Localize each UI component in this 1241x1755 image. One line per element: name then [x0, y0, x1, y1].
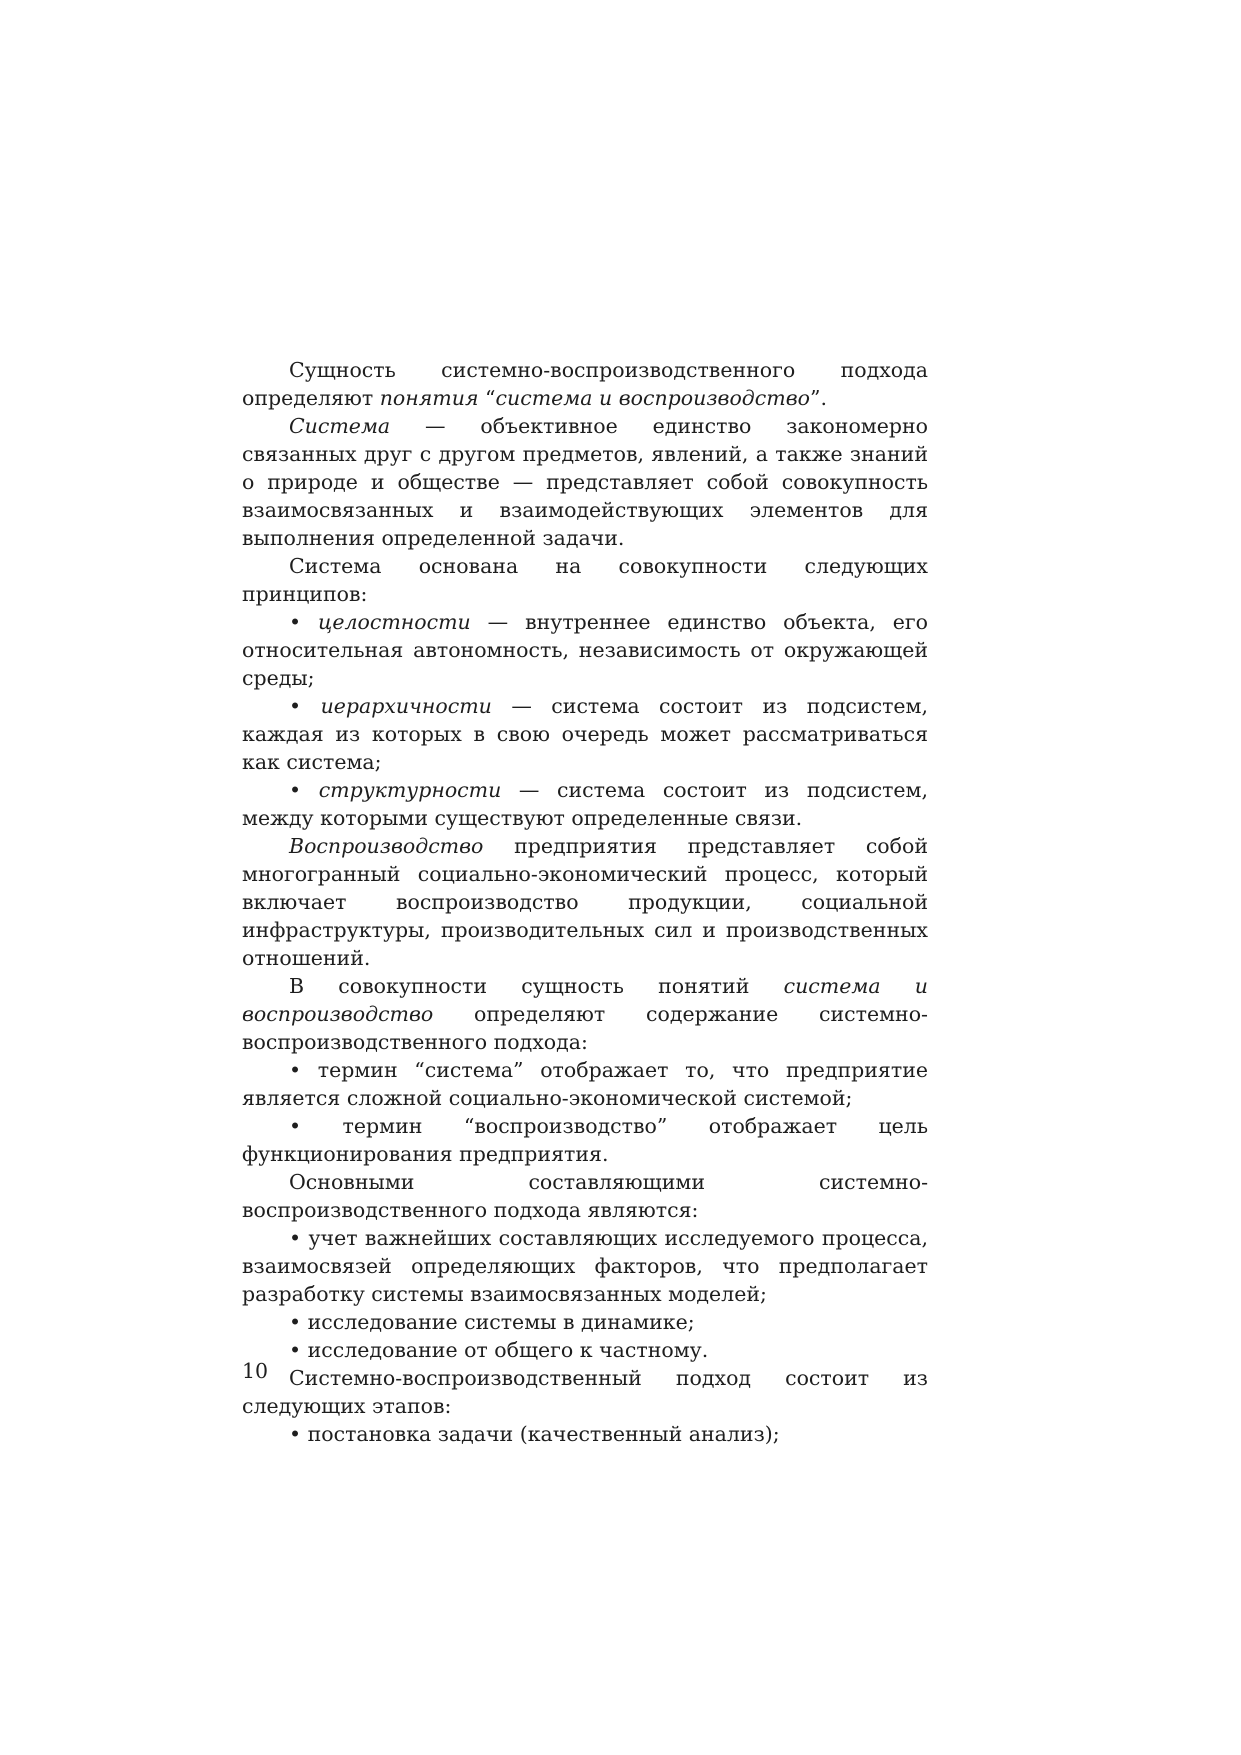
- emphasized-term: система и воспроизводство: [242, 974, 928, 1026]
- page-number: 10: [242, 1359, 269, 1383]
- text-run: • исследование системы в динамике;: [289, 1310, 695, 1334]
- text-run: •: [289, 694, 321, 718]
- list-item: [242, 1308, 928, 1336]
- emphasized-term: Система: [289, 414, 391, 438]
- text-run: •: [289, 610, 319, 634]
- emphasized-term: иерархичности: [320, 694, 492, 718]
- text-run: •: [289, 778, 319, 802]
- text-run: — объективное единство закономерно связанных друг с другом предметов, явлений, а также знаний о природе и обществе — представляет собой совокупность взаимосвязанных и взаимодействующих элементов для выполнения определенной задачи.: [242, 414, 928, 550]
- text-run: Сущность системно-воспроизводственного подхода определяют: [242, 358, 928, 410]
- text-run: • исследование от общего к частному.: [289, 1338, 709, 1362]
- text-run: • термин “система” отображает то, что предприятие является сложной социально-экономической системой;: [242, 1058, 928, 1110]
- text-run: • термин “воспроизводство” отображает цель функционирования предприятия.: [242, 1114, 928, 1166]
- text-run: • постановка задачи (качественный анализ);: [289, 1422, 780, 1446]
- text-run: — система состоит из подсистем, каждая из которых в свою очередь может рассматриваться как система;: [242, 694, 928, 774]
- list-item: [242, 1420, 928, 1448]
- list-item: [242, 1112, 928, 1168]
- paragraph: [242, 412, 928, 552]
- list-item: [242, 1224, 928, 1308]
- paragraph: [242, 1364, 928, 1420]
- paragraph: [242, 552, 928, 608]
- list-item: [242, 692, 928, 776]
- list-item: [242, 608, 928, 692]
- text-run: Система основана на совокупности следующих принципов:: [242, 554, 928, 606]
- text-run: Системно-воспроизводственный подход состоит из следующих этапов:: [242, 1366, 928, 1418]
- list-item: [242, 1056, 928, 1112]
- paragraph: [242, 832, 928, 972]
- text-run: Основными составляющими системно-воспроизводственного подхода являются:: [242, 1170, 928, 1222]
- text-run: определяют содержание системно-воспроизводственного подхода:: [242, 1002, 928, 1054]
- text-run: • учет важнейших составляющих исследуемого процесса, взаимосвязей определяющих факторов, что предполагает разработку системы взаимосвязанных моделей;: [242, 1226, 928, 1306]
- text-run: ”.: [810, 386, 827, 410]
- text-run: — система состоит из подсистем, между которыми существуют определенные связи.: [242, 778, 929, 830]
- body-text: [242, 356, 928, 1448]
- emphasized-term: целостности: [318, 610, 471, 634]
- emphasized-term: структурности: [318, 778, 502, 802]
- text-run: предприятия представляет собой многогранный социально-экономический процесс, который включает воспроизводство продукции, социальной инфраструктуры, производительных сил и производственных отношений.: [242, 834, 928, 970]
- emphasized-term: понятия: [379, 386, 479, 410]
- paragraph: [242, 356, 928, 412]
- emphasized-term: система и воспроизводство: [495, 386, 810, 410]
- list-item: [242, 776, 928, 832]
- emphasized-term: Воспроизводство: [289, 834, 484, 858]
- list-item: [242, 1336, 928, 1364]
- text-run: В совокупности сущность понятий: [289, 974, 784, 998]
- text-run: “: [478, 386, 496, 410]
- paragraph: [242, 1168, 928, 1224]
- paragraph: [242, 972, 928, 1056]
- text-run: — внутреннее единство объекта, его относительная автономность, независимость от окружающей среды;: [242, 610, 929, 690]
